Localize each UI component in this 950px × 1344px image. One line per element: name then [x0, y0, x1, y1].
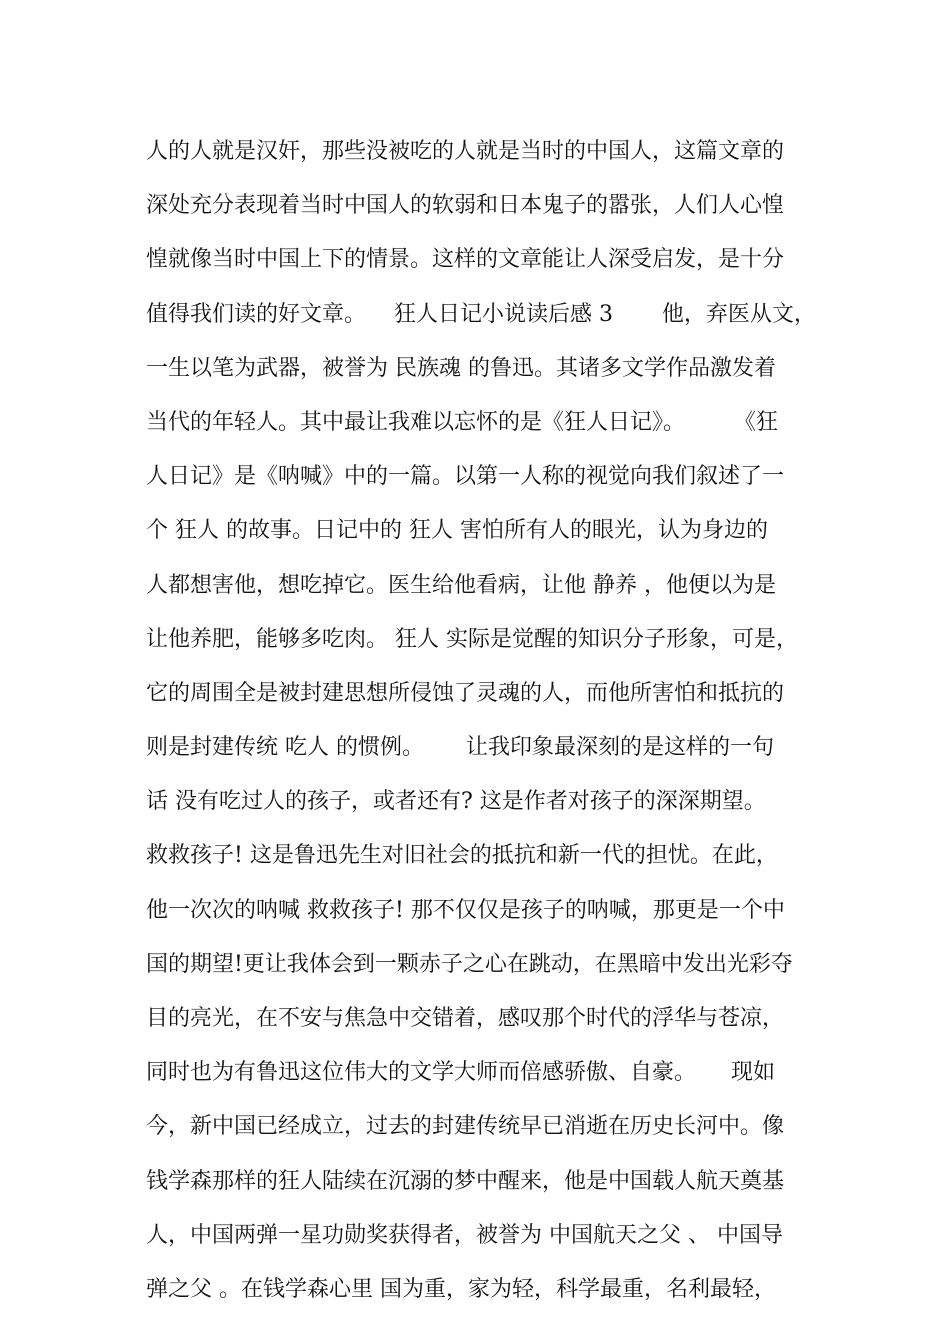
text-line-14: 救救孩子! 这是鲁迅先生对旧社会的抵抗和新一代的担忧。在此， — [146, 843, 778, 869]
text-line-4: 值得我们读的好文章。 狂人日记小说读后感 3 他，弃医从文， — [146, 301, 816, 327]
text-line-13: 话 没有吃过人的孩子，或者还有? 这是作者对孩子的深深期望。 — [146, 789, 766, 815]
text-line-20: 钱学森那样的狂人陆续在沉溺的梦中醒来，他是中国载人航天奠基 — [146, 1168, 785, 1194]
text-line-22: 弹之父 。在钱学森心里 国为重，家为轻，科学最重，名利最轻， — [146, 1276, 776, 1302]
text-line-7: 人日记》是《呐喊》中的一篇。以第一人称的视觉向我们叙述了一 — [146, 464, 785, 490]
text-line-9: 人都想害他，想吃掉它。医生给他看病，让他 静养 ，他便以为是 — [146, 572, 776, 598]
text-line-6: 当代的年轻人。其中最让我难以忘怀的是《狂人日记》。 《狂 — [146, 409, 778, 435]
text-line-15: 他一次次的呐喊 救救孩子! 那不仅仅是孩子的呐喊，那更是一个中 — [146, 897, 785, 923]
text-line-2: 深处充分表现着当时中国人的软弱和日本鬼子的嚣张，人们人心惶 — [146, 193, 785, 219]
text-line-19: 今，新中国已经成立，过去的封建传统早已消逝在历史长河中。像 — [146, 1114, 785, 1140]
text-line-10: 让他养肥，能够多吃肉。 狂人 实际是觉醒的知识分子形象，可是， — [146, 626, 798, 652]
text-line-11: 它的周围全是被封建思想所侵蚀了灵魂的人，而他所害怕和抵抗的 — [146, 680, 785, 706]
text-line-8: 个 狂人 的故事。日记中的 狂人 害怕所有人的眼光，认为身边的 — [146, 518, 768, 544]
text-line-17: 目的亮光，在不安与焦急中交错着，感叹那个时代的浮华与苍凉， — [146, 1006, 785, 1031]
text-line-12: 则是封建传统 吃人 的惯例。 让我印象最深刻的是这样的一句 — [146, 735, 774, 761]
text-line-18: 同时也为有鲁迅这位伟大的文学大师而倍感骄傲、自豪。 现如 — [146, 1060, 775, 1086]
text-line-21: 人，中国两弹一星功勋奖获得者，被誉为 中国航天之父 、 中国导 — [146, 1222, 783, 1248]
text-line-3: 惶就像当时中国上下的情景。这样的文章能让人深受启发，是十分 — [146, 247, 785, 273]
body-text — [146, 132, 816, 1324]
text-line-1: 人的人就是汉奸，那些没被吃的人就是当时的中国人，这篇文章的 — [146, 139, 785, 164]
text-line-16: 国的期望!更让我体会到一颗赤子之心在跳动，在黑暗中发出光彩夺 — [146, 951, 793, 977]
text-line-5: 一生以笔为武器，被誉为 民族魂 的鲁迅。其诸多文学作品激发着 — [146, 355, 776, 381]
